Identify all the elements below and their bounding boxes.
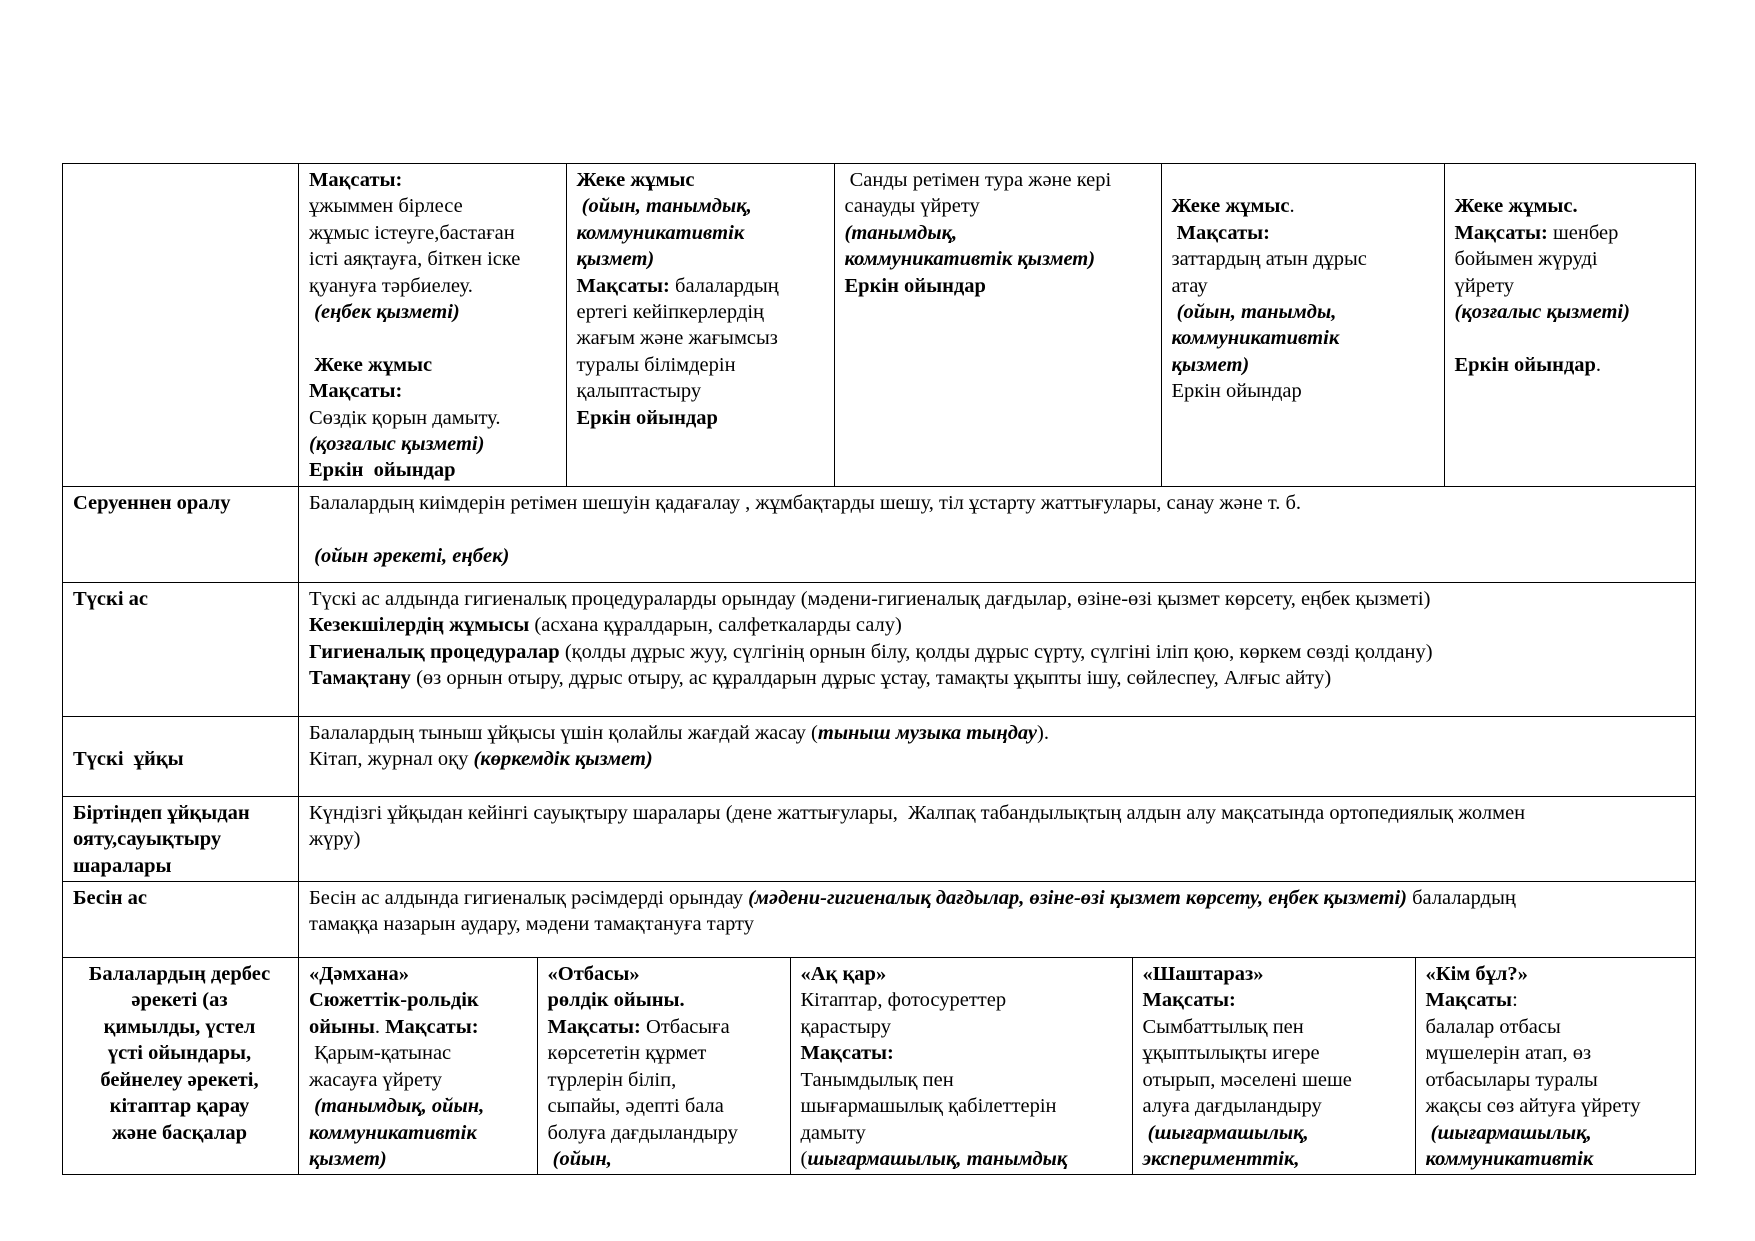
- cell-line: Танымдылық пен: [800, 1068, 954, 1091]
- cell-line: ойыны. Мақсаты:: [309, 1015, 479, 1038]
- cell-line: эксперименттік,: [1142, 1147, 1300, 1170]
- cell-line: (ойын, танымды,: [1171, 301, 1337, 324]
- cell-line: Мақсаты:: [309, 380, 403, 403]
- text-line: (ойын әрекеті, еңбек): [309, 544, 510, 567]
- cell-line: қызмет): [576, 248, 655, 271]
- cell-line: болуға дағдыландыру: [547, 1121, 738, 1144]
- row-label: [63, 958, 299, 1175]
- cell-line: «Шаштараз»: [1142, 963, 1264, 986]
- cell-line: Жеке жұмыс: [309, 353, 433, 376]
- cell-line: (шығармашылық,: [1142, 1121, 1309, 1144]
- cell-line: коммуникативтік: [309, 1121, 477, 1144]
- cell-line: (қозғалыс қызметі): [309, 433, 485, 456]
- text-line: Кітап, журнал оқу (көркемдік қызмет): [309, 748, 653, 771]
- row-label: Түскі ұйқы: [63, 716, 299, 796]
- cell-line: (танымдық,: [844, 221, 958, 244]
- cell-line: Мақсаты:: [1171, 221, 1271, 244]
- cell-line: заттардың атын дұрыс: [1171, 248, 1367, 271]
- cell-line: (танымдық, ойын,: [309, 1095, 485, 1118]
- cell-line: санауды үйрету: [844, 195, 980, 218]
- cell-line: Жеке жұмыс.: [1454, 195, 1578, 218]
- cell-line: Мақсаты:: [309, 169, 403, 191]
- row-individual-work: [63, 164, 1696, 487]
- cell-line: түрлерін біліп,: [547, 1068, 677, 1091]
- cell-line: [309, 325, 558, 351]
- text-line: Түскі ас алдында гигиеналық процедураларды орындау (мәдени-гигиеналық дағдылар, өзіне-өзі қызмет көрсету, еңбек қызметі): [309, 587, 1431, 610]
- cell-line: Санды ретімен тура және кері: [844, 169, 1112, 191]
- cell-line: атау: [1171, 274, 1208, 297]
- cell-line: отырып, мәселені шеше: [1142, 1068, 1352, 1091]
- cell-line: «Отбасы»: [547, 963, 640, 986]
- activity-cell-5: [1415, 958, 1696, 1174]
- cell-line: жұмыс істеуге,бастаған: [309, 221, 515, 244]
- cell-line: бойымен жүруді: [1454, 248, 1598, 271]
- row-label: Бесін ас: [63, 882, 299, 958]
- cell-line: қарастыру: [800, 1015, 891, 1038]
- cell-line: (ойын, танымдық,: [576, 195, 752, 218]
- row-label: Түскі ас: [63, 582, 299, 716]
- text-line: Күндізгі ұйқыдан кейінгі сауықтыру шаралары (дене жаттығулары, Жалпақ табандылықтың алдын алу мақсатында ортопедиялық жолмен: [309, 801, 1526, 824]
- cell-line: (еңбек қызметі): [309, 301, 460, 324]
- row-independent-activity: [63, 958, 1696, 1175]
- cell-line: [1455, 325, 1689, 351]
- cell-line: жасауға үйрету: [309, 1068, 443, 1091]
- label-line: кітаптар қарау: [109, 1095, 250, 1118]
- cell-line: көрсететін құрмет: [547, 1042, 707, 1065]
- row-content: [299, 716, 1696, 796]
- cell-line: шығармашылық қабілеттерін: [800, 1095, 1057, 1118]
- cell-line: коммуникативтік: [1425, 1147, 1594, 1170]
- cell-line: Мақсаты:: [1142, 989, 1236, 1012]
- cell-line: балалар отбасы: [1425, 1015, 1561, 1038]
- cell-line: Сөздік қорын дамыту.: [309, 406, 501, 429]
- row-nap: [63, 716, 1696, 796]
- cell-line: мүшелерін атап, өз: [1425, 1042, 1592, 1065]
- cell-line: Мақсаты: шенбер: [1454, 221, 1619, 244]
- cell-line: «Дәмхана»: [309, 963, 409, 986]
- cell-line: Мақсаты: Отбасыға: [547, 1015, 730, 1038]
- cell-line: ертегі кейіпкерлердің: [576, 301, 764, 324]
- cell-line: Жеке жұмыс: [576, 169, 695, 191]
- text-bold: Кезекшілердің жұмысы: [309, 614, 530, 637]
- label-line: Балалардың дербес: [88, 963, 271, 986]
- text-regular: (өз орнын отыру, дұрыс отыру, ас құралдарын дұрыс ұстау, тамақты ұқыпты ішу, сөйлеспеу, Алғыс айту): [410, 667, 1332, 690]
- row-content: [299, 882, 1696, 958]
- cell-line: (қозғалыс қызметі): [1454, 301, 1630, 324]
- cell-line: Мақсаты: балалардың: [576, 274, 779, 297]
- text-line: [309, 639, 1683, 665]
- activity-cell-1: [299, 958, 537, 1174]
- individual-work-cell-4: [1161, 164, 1444, 486]
- cell-line: алуға дағдыландыру: [1142, 1095, 1322, 1118]
- cell-line: үйрету: [1454, 274, 1515, 297]
- cell-line: Сюжеттік-рольдік: [309, 989, 479, 1012]
- row-afternoon-snack: [63, 882, 1696, 958]
- cell-line: Кітаптар, фотосуреттер: [800, 989, 1007, 1012]
- row-lunch: [63, 582, 1696, 716]
- row-content: [299, 582, 1696, 716]
- row-wake-up: [63, 796, 1696, 881]
- cell-line: Қарым-қатынас: [309, 1042, 452, 1065]
- cell-line: қалыптастыру: [576, 380, 702, 403]
- cell-line: [1455, 167, 1689, 193]
- label-line: үсті ойындары,: [107, 1042, 252, 1065]
- cell-line: жағым және жағымсыз: [576, 327, 778, 350]
- cell-line: ұжыммен бірлесе: [309, 195, 463, 218]
- cell-line: қуануға тәрбиелеу.: [309, 274, 473, 297]
- text-line: жүру): [309, 828, 361, 851]
- cell-line: (шығармашылық,: [1425, 1121, 1592, 1144]
- text-line: [309, 612, 1683, 638]
- cell-line: отбасылары туралы: [1425, 1068, 1598, 1091]
- cell-line: (ойын,: [547, 1147, 612, 1170]
- cell-line: [1172, 167, 1436, 193]
- cell-line: коммуникативтік: [1171, 327, 1340, 350]
- activity-cell-2: [537, 958, 790, 1174]
- row-content: [299, 486, 1696, 582]
- row-content: [299, 796, 1696, 881]
- cell-line: рөлдік ойыны.: [547, 989, 685, 1012]
- text-line: тамаққа назарын аудару, мәдени тамақтануға тарту: [309, 913, 754, 936]
- text-bold: Тамақтану: [309, 667, 411, 690]
- text-bold: Гигиеналық процедуралар: [309, 640, 560, 663]
- text-line: [309, 665, 1683, 691]
- cell-line: коммуникативтік: [576, 221, 745, 244]
- cell-line: сыпайы, әдепті бала: [547, 1095, 724, 1118]
- cell-line: Сымбаттылық пен: [1142, 1015, 1304, 1038]
- row-label-empty: [63, 164, 299, 487]
- activity-cell-3: [790, 958, 1132, 1174]
- cell-line: қызмет): [309, 1147, 387, 1170]
- text-line: Бесін ас алдында гигиеналық рәсімдерді орындау (мәдени-гигиеналық дағдылар, өзіне-өзі қызмет көрсету, еңбек қызметі) балалардың: [309, 887, 1516, 910]
- label-line: қимылды, үстел: [103, 1015, 256, 1038]
- cell-line: жақсы сөз айтуға үйрету: [1425, 1095, 1641, 1118]
- cell-line: қызмет): [1171, 353, 1250, 376]
- row-individual-work-content: [299, 164, 1696, 487]
- cell-line: Еркін ойындар: [1171, 380, 1302, 403]
- schedule-table-frame: [62, 163, 1695, 1175]
- cell-line: Еркін ойындар.: [1454, 353, 1602, 376]
- individual-work-cell-5: [1444, 164, 1696, 486]
- cell-line: Еркін ойындар: [844, 274, 986, 297]
- cell-line: Жеке жұмыс.: [1171, 195, 1295, 218]
- cell-line: «Кім бұл?»: [1425, 963, 1528, 986]
- text-regular: (қолды дұрыс жуу, сүлгінің орнын білу, қолды дұрыс сүрту, сүлгіні іліп қою, көркем сөзді қолдану): [559, 640, 1433, 663]
- cell-line: істі аяқтауға, біткен іске: [309, 248, 521, 271]
- row-independent-activity-content: [299, 958, 1696, 1175]
- activity-cell-4: [1132, 958, 1415, 1174]
- label-line: және басқалар: [112, 1121, 247, 1144]
- text-regular: (асхана құралдарын, салфеткаларды салу): [529, 614, 902, 637]
- cell-line: дамыту: [800, 1121, 866, 1144]
- text-line: Балалардың киімдерін ретімен шешуін қадағалау , жұмбақтарды шешу, тіл ұстарту жаттығулары, санау және т. б.: [309, 491, 1302, 514]
- cell-line: Мақсаты:: [800, 1042, 894, 1065]
- cell-line: Еркін ойындар: [576, 406, 718, 429]
- label-line: бейнелеу әрекеті,: [100, 1068, 259, 1091]
- individual-work-cell-3: [834, 164, 1161, 486]
- text-line: Балалардың тыныш ұйқысы үшін қолайлы жағдай жасау (тыныш музыка тыңдау).: [309, 721, 1049, 744]
- cell-line: туралы білімдерін: [576, 353, 736, 376]
- cell-line: Еркін ойындар: [309, 459, 456, 482]
- row-label: Біртіндеп ұйқыдан ояту,сауықтыру шаралары: [63, 796, 299, 881]
- schedule-table: [62, 163, 1696, 1175]
- individual-work-cell-1: [299, 164, 566, 486]
- cell-line: «Ақ қар»: [800, 963, 887, 986]
- cell-line: ұқыптылықты игере: [1142, 1042, 1320, 1065]
- cell-line: (шығармашылық, танымдық: [800, 1147, 1068, 1170]
- individual-work-cell-2: [566, 164, 834, 486]
- cell-line: коммуникативтік қызмет): [844, 248, 1096, 271]
- row-label: Серуеннен оралу: [63, 486, 299, 582]
- label-line: әрекеті (аз: [131, 989, 228, 1012]
- cell-line: Мақсаты:: [1425, 989, 1518, 1012]
- row-return-from-walk: [63, 486, 1696, 582]
